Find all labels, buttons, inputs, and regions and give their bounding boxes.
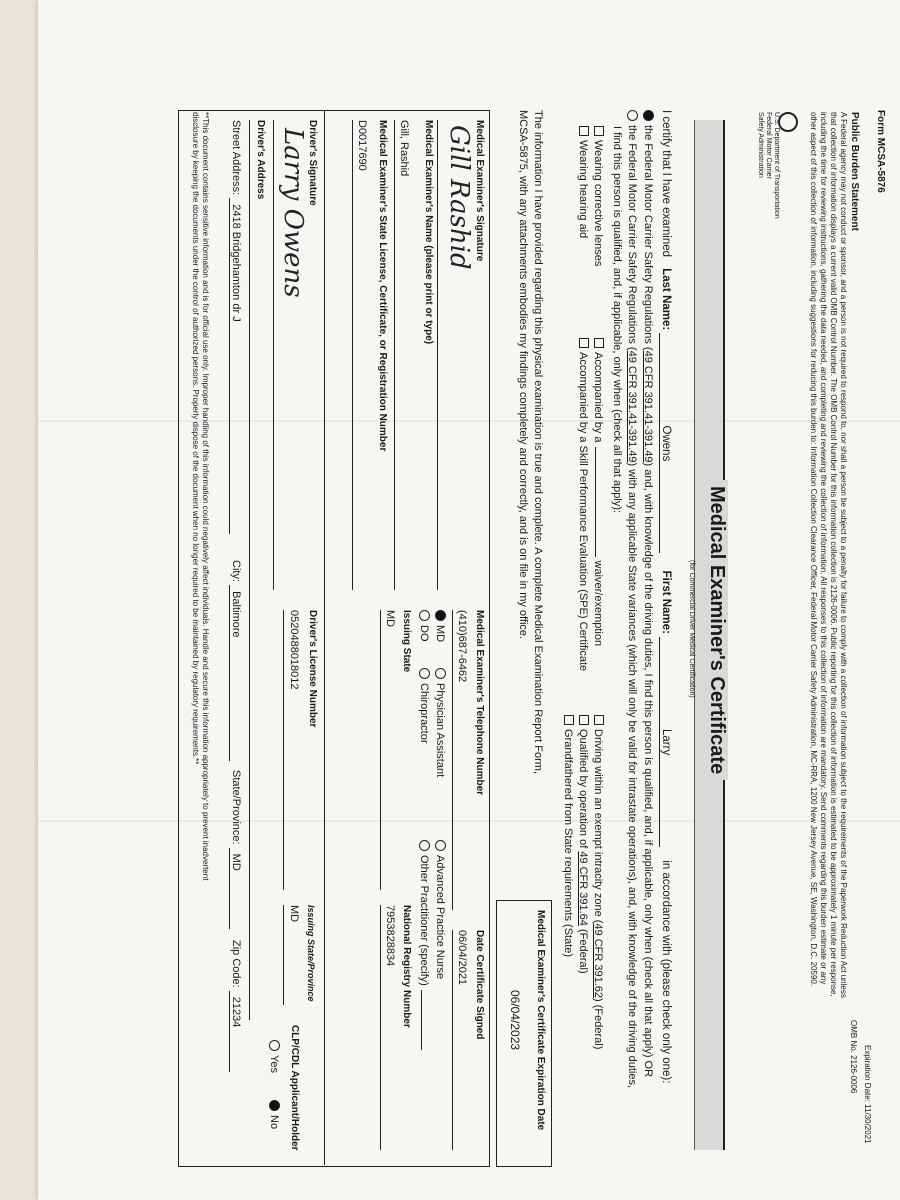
condition-waiver: Accompanied by awaiver/exemption xyxy=(592,338,604,646)
license-line xyxy=(352,120,353,590)
type-chiropractor: Chiropractor xyxy=(418,668,430,744)
condition-intracity: Driving within an exempt intracity zone (49 CFR 391.62) (Federal) xyxy=(592,715,604,1049)
radio-state-icon[interactable] xyxy=(627,110,638,121)
burden-line: including the time for reviewing instructions, gathering the data needed, and completing and reviewing the collection of information. All responses to this collection of information are mandatory. Send comments regarding this burden estimate or any xyxy=(819,112,828,985)
sensitivity-footer: **This document contains sensitive information and is for official use only. Improper handling of this information could negatively affect individuals. Handle and secure this information appropriately to prevent inadvertent xyxy=(201,112,210,881)
condition-spe: Accompanied by a Skill Performance Evaluation (SPE) Certificate xyxy=(577,338,589,671)
date-line xyxy=(452,930,453,1150)
radio-no-selected-icon[interactable] xyxy=(269,1100,280,1111)
last-name-label: Last Name: xyxy=(660,268,672,331)
examiner-phone: (410)687-6462 xyxy=(456,610,468,683)
driver-issuing-label: Issuing State/Province xyxy=(306,905,316,1002)
type-other: Other Practitioner (specify) xyxy=(418,840,430,1050)
first-name-field: Larry xyxy=(659,637,672,847)
checkbox-icon[interactable] xyxy=(579,715,589,725)
certify-line xyxy=(659,110,672,1083)
page-title: Medical Examiner's Certificate xyxy=(705,480,728,780)
section-divider xyxy=(324,110,325,1165)
clp-label: CLP/CDL Applicant/Holder xyxy=(289,1025,300,1151)
name-line xyxy=(394,120,395,590)
attestation-text: The information I have provided regarding this physical examination is true and complete. A complete Medical Examination Report Form, xyxy=(532,110,544,775)
type-do: DO xyxy=(418,610,430,642)
form-id: Form MCSA-5876 xyxy=(875,110,886,193)
driver-issuing-state: MD xyxy=(288,905,300,923)
signature-line xyxy=(437,120,438,590)
type-apn: Advanced Practice Nurse xyxy=(434,840,446,979)
city-value: Baltimore xyxy=(229,585,242,761)
street-row: Street Address: 2418 Bridgehamton dr J xyxy=(229,120,242,534)
medical-certificate-page xyxy=(38,0,900,1200)
burden-line: that collection of information displays a current valid OMB Control Number. The OMB Control Number for this information collection is 2126-0006. Public reporting for this collection of information is estimated to be approximately 1 minute per response, xyxy=(829,112,838,997)
checkbox-icon[interactable] xyxy=(579,126,589,136)
condition-qualified: Qualified by operation of 49 CFR 391.64 (Federal) xyxy=(577,715,589,974)
burden-line: A Federal agency may not conduct or sponsor, and a person is not required to respond to, nor shall a person be subject to a penalty for failure to comply with a collection of information subject to the requirements of the Paperwork Reduction Act unless xyxy=(839,112,848,998)
checkbox-icon[interactable] xyxy=(594,126,604,136)
condition-grandfathered: Grandfathered from State requirements (State) xyxy=(562,715,574,957)
omb-number: OMB No. 2126-0006 xyxy=(849,1020,858,1094)
zip-row: Zip Code: 21234 xyxy=(229,940,242,1072)
expiration-label: Medical Examiner's Certificate Expiration Date xyxy=(535,910,546,1131)
type-md: MD xyxy=(434,610,446,642)
registry-label: National Registry Number xyxy=(401,905,412,1028)
issuing-state-label: Issuing State xyxy=(401,610,412,673)
state-value: MD xyxy=(229,848,242,929)
examiner-issuing-state: MD xyxy=(384,610,396,628)
examiner-phone-label: Medical Examiner's Telephone Number xyxy=(474,610,485,796)
last-name-field: Owens xyxy=(659,333,672,553)
driver-address-label: Driver's Address xyxy=(255,120,266,200)
driver-issuing-line xyxy=(283,905,284,1005)
radio-icon[interactable] xyxy=(419,668,430,679)
radio-federal-selected-icon[interactable] xyxy=(643,110,654,121)
condition-hearing: Wearing hearing aid xyxy=(577,126,589,238)
page-subtitle: (for Commercial Driver Medical Certification) xyxy=(688,560,695,698)
examiner-name-label: Medical Examiner's Name (please print or type) xyxy=(423,120,434,345)
driver-signature-label: Driver's Signature xyxy=(307,120,318,206)
radio-icon[interactable] xyxy=(435,668,446,679)
radio-icon[interactable] xyxy=(419,840,430,851)
checkbox-icon[interactable] xyxy=(594,715,604,725)
radio-icon[interactable] xyxy=(419,610,430,621)
agency-name: Safety Administration xyxy=(757,112,764,178)
attestation-text: MCSA-5875, with any attachments embodies my findings completely and correctly, and is on file in my office. xyxy=(517,110,529,640)
clp-no: No xyxy=(268,1100,280,1129)
driver-license-line xyxy=(283,610,284,890)
examiner-name: Gill, Rashid xyxy=(398,120,410,177)
first-name-label: First Name: xyxy=(660,570,672,634)
regulation-option-federal: the Federal Motor Carrier Safety Regulations (49 CFR 391.41-391.49) and, with knowledge of the driving duties, I find this person is qualified, and, if applicable, only when (check all that apply) OR xyxy=(642,110,654,1180)
radio-icon[interactable] xyxy=(435,840,446,851)
date-signed-label: Date Certificate Signed xyxy=(474,930,485,1040)
certify-prefix: I certify that I have examined xyxy=(660,110,672,258)
burden-line: other aspect of this collection of information, including suggestions for reducing this burden to: Information Collection Clearance Officer, Federal Motor Carrier Safety Administration, MC-RRA, 1200 New Jersey Avenue, SE, Washington, D.C. 20590. xyxy=(809,112,818,987)
street-value: 2418 Bridgehamton dr J xyxy=(229,198,242,534)
clp-yes: Yes xyxy=(268,1040,280,1073)
radio-md-selected-icon[interactable] xyxy=(435,610,446,621)
state-row: State/Province: MD xyxy=(229,770,242,929)
driver-signature: Larry Owens xyxy=(278,128,308,298)
checkbox-icon[interactable] xyxy=(564,715,574,725)
agency-name: U.S. Department of Transportation xyxy=(773,112,780,219)
checkbox-icon[interactable] xyxy=(594,338,604,348)
regulation-option-state: the Federal Motor Carrier Safety Regulations (49 CFR 391.41-391.49) with any applicable State variances (which will only be valid for intrastate operations), and, with knowledge of the driving duties, xyxy=(626,110,638,1180)
driver-license-label: Driver's License Number xyxy=(307,610,318,728)
dot-seal-icon xyxy=(778,112,798,132)
checkbox-icon[interactable] xyxy=(579,338,589,348)
agency-name: Federal Motor Carrier xyxy=(765,112,772,179)
registry-number: 7953828834 xyxy=(384,905,396,967)
registry-line xyxy=(380,905,381,1150)
driver-license: 0520488018012 xyxy=(288,610,300,690)
address-line xyxy=(249,120,250,1020)
radio-icon[interactable] xyxy=(269,1040,280,1051)
issuing-line xyxy=(380,610,381,890)
date-signed: 06/04/2021 xyxy=(456,930,468,986)
zip-value: 21234 xyxy=(229,991,242,1072)
sensitivity-footer: disclosure by keeping the documents under the control of authorized persons. Properly dispose of the document when no longer required to be maintained by regulatory requirements.** xyxy=(191,112,200,765)
examiner-license: D0017690 xyxy=(356,120,368,171)
condition-lenses: Wearing corrective lenses xyxy=(592,126,604,266)
certify-suffix: in accordance with (please check only one): xyxy=(660,860,672,1084)
expiration-value: 06/04/2023 xyxy=(508,990,522,1051)
examiner-signature: Gill Rashid xyxy=(444,125,474,270)
phone-line xyxy=(452,610,453,910)
regulation-option-state-cont: I find this person is qualified, and, if applicable, only when (check all that apply): xyxy=(611,126,623,514)
license-label: Medical Examiner's State License, Certificate, or Registration Number xyxy=(377,120,388,452)
expiration-date-note: Expiration Date: 11/30/2021 xyxy=(863,1045,872,1144)
examiner-signature-label: Medical Examiner's Signature xyxy=(474,120,485,262)
type-pa: Physician Assistant xyxy=(434,668,446,777)
burden-title: Public Burden Statement xyxy=(849,112,860,231)
city-row: City: Baltimore xyxy=(229,560,242,761)
signature-line xyxy=(273,120,274,590)
